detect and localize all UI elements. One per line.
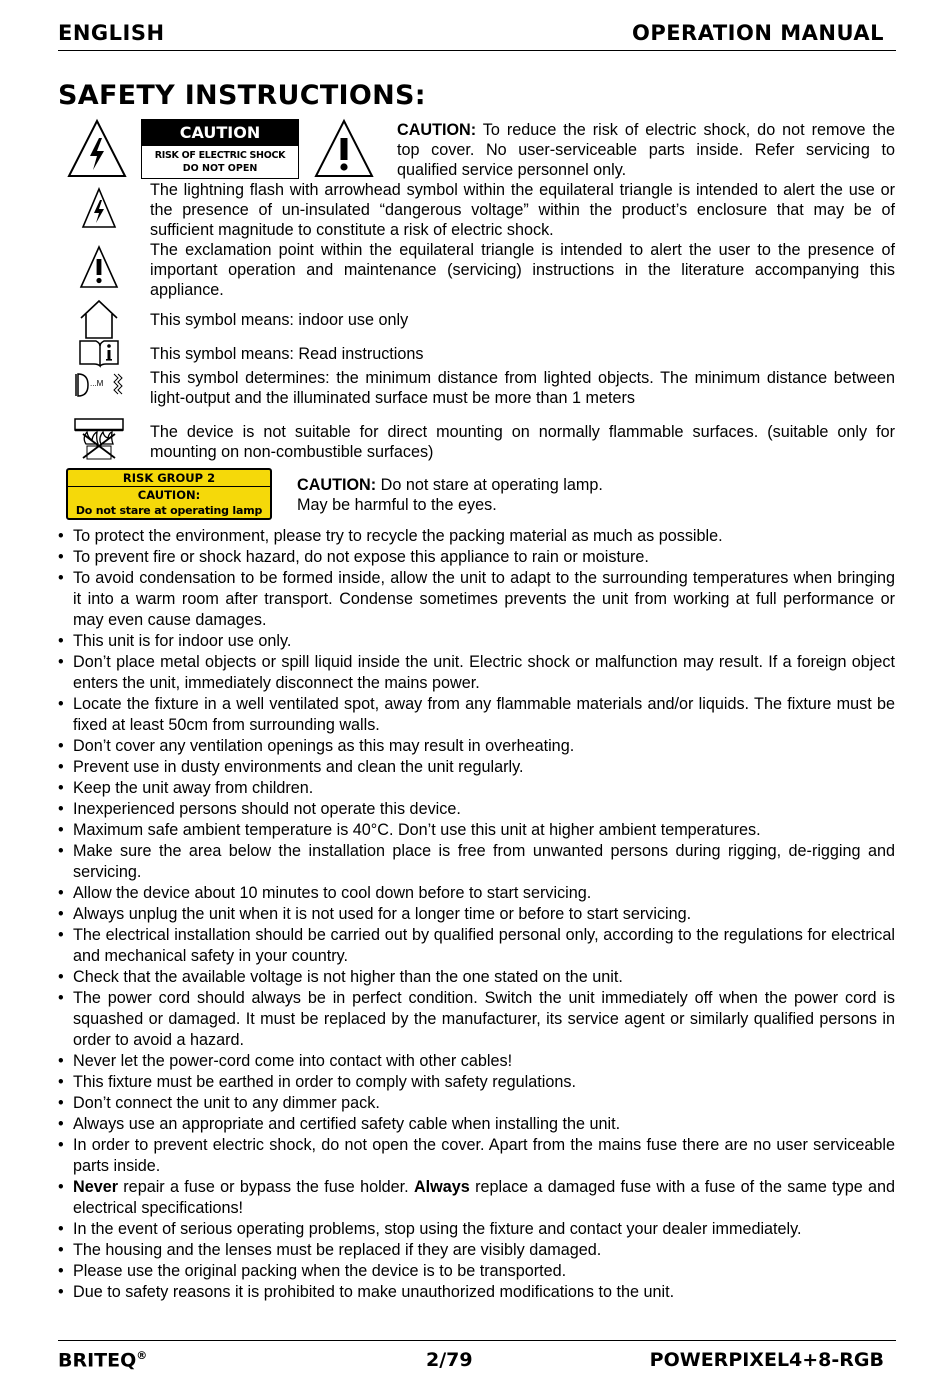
lightning-triangle-icon: [66, 118, 128, 180]
list-item: • Make sure the area below the installation place is free from unwanted persons during rigging, de-rigging and servicing.: [58, 841, 895, 883]
list-item: • In order to prevent electric shock, do not open the cover. Apart from the mains fuse there are no user serviceable parts inside.: [58, 1135, 895, 1177]
risk-group-line3: Do not stare at operating lamp: [75, 504, 263, 517]
header-doc-type: OPERATION MANUAL: [631, 21, 884, 45]
risk-group-line2: CAUTION:: [137, 488, 201, 502]
lamp-caution-line1: [297, 475, 603, 495]
caution-open-body: To reduce the risk of electric shock, do not remove the top cover. No user-serviceable parts inside. Refer servicing to qualified service personnel only.: [397, 121, 895, 179]
header-language: ENGLISH: [58, 21, 165, 45]
footer-model: POWERPIXEL4+8-RGB: [649, 1349, 884, 1371]
indoor-text: This symbol means: indoor use only: [150, 311, 409, 329]
list-item: • The electrical installation should be carried out by qualified personal only, according to the regulations for electrical and mechanical safety in your country.: [58, 925, 895, 967]
risk-group-label: [66, 468, 272, 520]
list-item: • Allow the device about 10 minutes to cool down before to start servicing.: [58, 883, 895, 904]
caution-label-line2: DO NOT OPEN: [182, 163, 258, 174]
lamp-caution-line1-text: Do not stare at operating lamp.: [380, 476, 603, 494]
list-item: • Due to safety reasons it is prohibited to make unauthorized modifications to the unit.: [58, 1282, 895, 1303]
header-rule: [58, 50, 896, 51]
fuse-always: Always: [413, 1178, 470, 1196]
list-item: • Inexperienced persons should not operate this device.: [58, 799, 895, 820]
read-instructions-icon: [78, 338, 120, 368]
lamp-caution-lead: CAUTION:: [297, 476, 377, 494]
list-item: • The power cord should always be in perfect condition. Switch the unit immediately off when the power cord is squashed or damaged. It must be replaced by the manufacturer, its service agent or similarly qualified persons in order to avoid a hazard.: [58, 988, 895, 1051]
lightning-icon: [81, 187, 117, 229]
read-text: This symbol means: Read instructions: [150, 345, 424, 363]
caution-label-line1: RISK OF ELECTRIC SHOCK: [154, 150, 286, 161]
caution-label-title: CAUTION: [142, 120, 298, 146]
section-title: SAFETY INSTRUCTIONS:: [58, 80, 426, 111]
fuse-never: Never: [73, 1178, 118, 1196]
min-distance-icon-label: ...M: [90, 379, 104, 388]
list-item: • To protect the environment, please try to recycle the packing material as much as possible.: [58, 526, 895, 547]
list-item: • Maximum safe ambient temperature is 40°C. Don’t use this unit at higher ambient temperatures.: [58, 820, 895, 841]
list-item: • Don’t place metal objects or spill liquid inside the unit. Electric shock or malfunction may result. If a foreign object enters the unit, immediately disconnect the mains power.: [58, 652, 895, 694]
list-item: • This fixture must be earthed in order to comply with safety regulations.: [58, 1072, 895, 1093]
house-indoor-icon: [78, 298, 120, 340]
caution-open-lead: CAUTION:: [397, 121, 477, 139]
list-item: • Prevent use in dusty environments and clean the unit regularly.: [58, 757, 895, 778]
risk-group-line1: RISK GROUP 2: [68, 470, 270, 487]
caution-open-text: [397, 120, 895, 180]
list-item: • Locate the fixture in a well ventilated spot, away from any flammable materials and/or liquids. The fixture must be fixed at least 50cm from surrounding walls.: [58, 694, 895, 736]
flammable-text: The device is not suitable for direct mounting on normally flammable surfaces. (suitable only for mounting on non-combustible surfaces): [150, 423, 895, 461]
exclamation-triangle-icon: [313, 118, 375, 180]
lightning-text: The lightning flash with arrowhead symbol within the equilateral triangle is intended to alert the use or the presence of un-insulated “dangerous voltage” within the product’s enclosure that may be of sufficient magnitude to constitute a risk of electric shock.: [150, 181, 895, 239]
list-item: • The housing and the lenses must be replaced if they are visibly damaged.: [58, 1240, 895, 1261]
list-item: • Never let the power-cord come into contact with other cables!: [58, 1051, 895, 1072]
list-item: • This unit is for indoor use only.: [58, 631, 895, 652]
exclamation-text: The exclamation point within the equilateral triangle is intended to alert the user to the presence of important operation and maintenance (servicing) instructions in the literature accompanying this appliance.: [150, 241, 895, 299]
lamp-caution-line2: May be harmful to the eyes.: [297, 496, 497, 514]
list-item: • Please use the original packing when the device is to be transported.: [58, 1261, 895, 1282]
list-item: • Don’t connect the unit to any dimmer pack.: [58, 1093, 895, 1114]
footer-brand-name: BRITEQ: [58, 1349, 137, 1372]
list-item-fuse: [58, 1177, 895, 1219]
list-item: • Check that the available voltage is not higher than the one stated on the unit.: [58, 967, 895, 988]
exclamation-icon: [79, 245, 119, 289]
caution-label: [141, 119, 299, 179]
list-item: • Don’t cover any ventilation openings as this may result in overheating.: [58, 736, 895, 757]
fuse-part2: replace a damaged fuse with a fuse of the same type and electrical specifications!: [73, 1178, 896, 1217]
footer-brand-reg: ®: [136, 1349, 148, 1362]
footer-page-number: 2/79: [426, 1349, 473, 1371]
distance-text: This symbol determines: the minimum distance from lighted objects. The minimum distance between light-output and the illuminated surface must be more than 1 meters: [150, 369, 895, 407]
safety-bullet-list: [58, 526, 895, 1303]
fuse-part1: repair a fuse or bypass the fuse holder.: [123, 1178, 409, 1196]
list-item: • Keep the unit away from children.: [58, 778, 895, 799]
no-flammable-surface-icon: [73, 416, 125, 462]
list-item: • Always unplug the unit when it is not used for a longer time or before to start servicing.: [58, 904, 895, 925]
footer-brand: [58, 1349, 147, 1371]
list-item: • In the event of serious operating problems, stop using the fixture and contact your dealer immediately.: [58, 1219, 895, 1240]
list-item: • To prevent fire or shock hazard, do not expose this appliance to rain or moisture.: [58, 547, 895, 568]
footer-rule: [58, 1340, 896, 1341]
min-distance-icon: [72, 370, 124, 400]
list-item: • To avoid condensation to be formed inside, allow the unit to adapt to the surrounding temperatures when bringing it into a warm room after transport. Condense sometimes prevents the unit from working at full performance or may even cause damages.: [58, 568, 895, 631]
list-item: • Always use an appropriate and certified safety cable when installing the unit.: [58, 1114, 895, 1135]
